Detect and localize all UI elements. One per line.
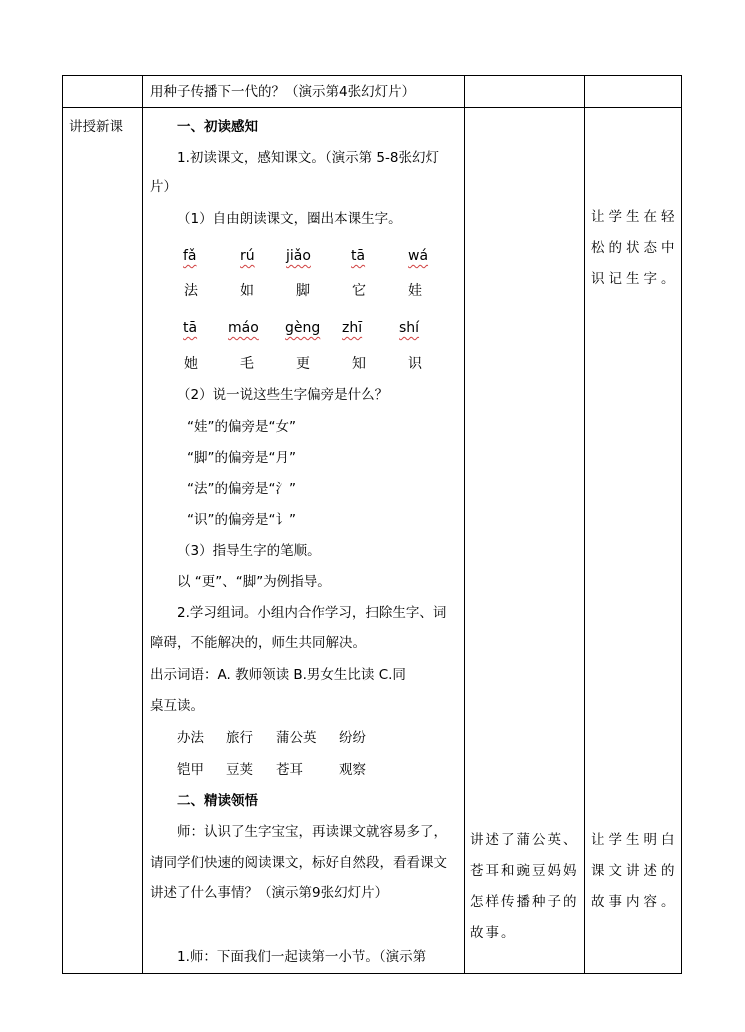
paragraph-4-line-1: 师：认识了生字宝宝，再读课文就容易多了， bbox=[177, 824, 447, 840]
column3-summary: 讲述了蒲公英、苍耳和豌豆妈妈怎样传播种子的故事。 bbox=[470, 832, 579, 941]
hanzi: 更 bbox=[296, 356, 310, 372]
column-divider bbox=[142, 76, 143, 973]
question-1: （1）自由朗读课文，圈出本课生字。 bbox=[177, 211, 402, 227]
hanzi: 脚 bbox=[296, 283, 310, 299]
word: 观察 bbox=[339, 762, 366, 778]
pinyin: zhī bbox=[342, 320, 363, 336]
paragraph-1-line-1: 1.初读课文，感知课文。（演示第 5-8张幻灯 bbox=[177, 150, 439, 166]
paragraph-5: 1.师：下面我们一起读第一小节。（演示第 bbox=[177, 949, 427, 965]
radical-line: “识”的偏旁是“讠” bbox=[187, 512, 296, 528]
pinyin: máo bbox=[228, 320, 259, 336]
pinyin: rú bbox=[240, 248, 255, 264]
paragraph-2-line-1: 2.学习组词。小组内合作学习，扫除生字、词 bbox=[177, 605, 447, 621]
section-label: 讲授新课 bbox=[69, 119, 123, 135]
column4-goal-2: 让学生明白课文讲述的故事内容。 bbox=[591, 832, 679, 910]
pinyin: jiǎo bbox=[286, 248, 311, 264]
pinyin: tā bbox=[351, 248, 366, 264]
row1-content: 用种子传播下一代的？（演示第4张幻灯片） bbox=[150, 84, 416, 100]
word: 纷纷 bbox=[339, 730, 366, 746]
paragraph-3-line-1: 出示词语：A. 教师领读 B.男女生比读 C.同 bbox=[150, 667, 406, 683]
radical-line: “娃”的偏旁是“女” bbox=[187, 419, 296, 435]
paragraph-3-line-2: 桌互读。 bbox=[150, 698, 204, 714]
hanzi: 它 bbox=[352, 283, 366, 299]
pinyin: gèng bbox=[285, 320, 321, 336]
paragraph-4-line-2: 请同学们快速的阅读课文，标好自然段，看看课文 bbox=[150, 855, 447, 871]
column-divider bbox=[464, 76, 465, 973]
word: 苍耳 bbox=[276, 762, 303, 778]
hanzi: 法 bbox=[184, 283, 198, 299]
pinyin: tā bbox=[183, 320, 198, 336]
hanzi: 娃 bbox=[408, 283, 422, 299]
radical-line: “法”的偏旁是“氵” bbox=[187, 481, 296, 497]
hanzi: 毛 bbox=[240, 356, 254, 372]
radical-line: “脚”的偏旁是“月” bbox=[187, 450, 296, 466]
word: 旅行 bbox=[226, 730, 253, 746]
heading-close-reading: 二、精读领悟 bbox=[177, 793, 258, 809]
heading-first-reading: 一、初读感知 bbox=[177, 119, 258, 135]
paragraph-4-line-3: 讲述了什么事情？（演示第9张幻灯片） bbox=[150, 885, 389, 901]
pinyin: wá bbox=[408, 248, 429, 264]
paragraph-1-line-2: 片） bbox=[150, 179, 177, 195]
column-divider bbox=[584, 76, 585, 973]
word: 办法 bbox=[177, 730, 204, 746]
word: 豆荚 bbox=[226, 762, 253, 778]
hanzi: 她 bbox=[184, 356, 198, 372]
question-3: （3）指导生字的笔顺。 bbox=[177, 543, 321, 559]
paragraph-2-line-2: 障碍，不能解决的，师生共同解决。 bbox=[150, 635, 366, 651]
question-3-detail: 以 “更”、“脚”为例指导。 bbox=[177, 574, 331, 590]
question-2: （2）说一说这些生字偏旁是什么？ bbox=[177, 387, 389, 403]
hanzi: 识 bbox=[408, 356, 422, 372]
word: 蒲公英 bbox=[276, 730, 317, 746]
row-divider bbox=[63, 107, 681, 108]
hanzi: 知 bbox=[352, 356, 366, 372]
hanzi: 如 bbox=[240, 283, 254, 299]
pinyin: fǎ bbox=[183, 248, 197, 264]
word: 铠甲 bbox=[177, 762, 204, 778]
column4-goal-1: 让学生在轻松的状态中识记生字。 bbox=[591, 209, 679, 287]
pinyin: shí bbox=[399, 320, 420, 336]
